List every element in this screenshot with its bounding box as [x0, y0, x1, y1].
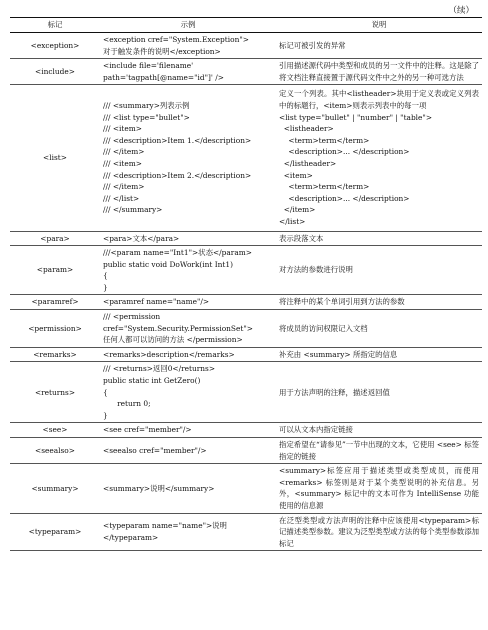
- table-row: [10, 347, 482, 362]
- description-line: <list type="bullet" | "number" | "table">: [279, 112, 433, 122]
- tag-cell: <returns>: [10, 362, 100, 423]
- tag-cell: <permission>: [10, 310, 100, 348]
- example-cell: [100, 310, 276, 348]
- example-line: <paramref name="name"/>: [103, 297, 210, 307]
- example-line: cref="System.Security.PermissionSet">: [103, 323, 253, 333]
- table-header-row: [10, 18, 482, 33]
- description-cell: [276, 295, 482, 310]
- example-line: <see cref="member"/>: [103, 425, 192, 435]
- table-row: [10, 310, 482, 348]
- description-line: 补充由 <summary> 所指定的信息: [279, 349, 398, 359]
- example-cell: [100, 423, 276, 438]
- example-line: {: [103, 271, 108, 281]
- tag-cell: <remarks>: [10, 347, 100, 362]
- example-line: }: [103, 410, 108, 420]
- description-cell: [276, 246, 482, 295]
- example-line: <para>文本</para>: [103, 233, 180, 243]
- example-cell: [100, 246, 276, 295]
- description-cell: [276, 347, 482, 362]
- table-body: [10, 33, 482, 551]
- table-row: [10, 513, 482, 551]
- tag-cell: <see>: [10, 423, 100, 438]
- example-line: /// <permission: [103, 312, 161, 322]
- example-line: {: [103, 387, 108, 397]
- header-example: 示例: [100, 18, 276, 33]
- description-line: </listheader>: [279, 158, 337, 168]
- example-line: /// <item>: [103, 124, 142, 134]
- table-row: [10, 59, 482, 85]
- table-row: [10, 246, 482, 295]
- tag-cell: <seealso>: [10, 438, 100, 464]
- description-cell: [276, 310, 482, 348]
- description-line: 指定希望在“请参见”一节中出现的文本，它使用 <see> 标签指定的链接: [279, 440, 479, 461]
- description-cell: [276, 33, 482, 59]
- description-cell: [276, 513, 482, 551]
- description-line: </item>: [279, 205, 316, 215]
- description-line: <listheader>: [279, 124, 334, 134]
- example-line: /// </summary>: [103, 205, 163, 215]
- description-cell: [276, 423, 482, 438]
- example-line: path='tagpath[@name="id"]' />: [103, 72, 224, 82]
- example-line: 对于触发条件的说明</exception>: [103, 46, 221, 56]
- header-tag: 标记: [10, 18, 100, 33]
- example-cell: [100, 33, 276, 59]
- description-cell: [276, 438, 482, 464]
- example-line: <exception cref="System.Exception">: [103, 35, 249, 44]
- tag-cell: <exception>: [10, 33, 100, 59]
- example-cell: [100, 295, 276, 310]
- table-row: [10, 362, 482, 423]
- table-row: [10, 295, 482, 310]
- table-row: [10, 464, 482, 513]
- example-line: }: [103, 282, 108, 292]
- tag-cell: <typeparam>: [10, 513, 100, 551]
- table-row: [10, 85, 482, 231]
- description-cell: [276, 362, 482, 423]
- description-line: 将成员的访问权限记入文档: [279, 323, 368, 333]
- description-cell: [276, 85, 482, 231]
- description-cell: [276, 231, 482, 246]
- header-description: 说明: [276, 18, 482, 33]
- example-cell: [100, 513, 276, 551]
- description-cell: [276, 464, 482, 513]
- example-line: /// </item>: [103, 182, 145, 192]
- description-line: 定义一个列表。其中<listheader>块用于定义表或定义列表中的标题行，<item>则表示列表中的每一项: [279, 89, 479, 110]
- example-line: </typeparam>: [103, 532, 159, 542]
- description-line: <description>... </description>: [279, 147, 410, 157]
- tag-cell: <para>: [10, 231, 100, 246]
- example-cell: [100, 59, 276, 85]
- example-line: return 0;: [103, 399, 151, 409]
- description-line: <term>term</term>: [279, 135, 370, 145]
- continued-label: （续）: [448, 6, 474, 16]
- example-line: 任何人都可以访问的方法 </permission>: [103, 335, 243, 345]
- tag-cell: <param>: [10, 246, 100, 295]
- description-line: </list>: [279, 216, 306, 226]
- example-line: ///<param name="Int1">状态</param>: [103, 248, 252, 258]
- tag-cell: <paramref>: [10, 295, 100, 310]
- description-line: <term>term</term>: [279, 182, 370, 192]
- example-line: /// </item>: [103, 147, 145, 157]
- table-row: [10, 231, 482, 246]
- example-line: /// <item>: [103, 158, 142, 168]
- description-line: 标记可被引发的异常: [279, 40, 346, 50]
- description-line: 在泛型类型或方法声明的注释中应该使用<typeparam>标记描述类型参数。建议为泛型类型或方法的每个类型参数添加标记: [279, 515, 479, 548]
- example-line: /// <description>Item 1.</description>: [103, 135, 252, 145]
- doc-comment-tags-table: [10, 17, 482, 551]
- description-line: <description>... </description>: [279, 193, 410, 203]
- description-line: 可以从文本内指定链接: [279, 425, 353, 435]
- description-line: 将注释中的某个单词引用到方法的参数: [279, 297, 405, 307]
- description-line: <item>: [279, 170, 313, 180]
- example-line: /// </list>: [103, 193, 140, 203]
- example-line: /// <returns>返回0</returns>: [103, 364, 216, 374]
- example-cell: [100, 85, 276, 231]
- example-line: <include file='filename': [103, 61, 194, 71]
- tag-cell: <list>: [10, 85, 100, 231]
- description-line: <summary>标签应用于描述类型或类型成员，而使用 <remarks> 标签则是对于某个类型说明的补充信息。另外，<summary> 标记中的文本可作为 IntelliSense 功能使用的信息源: [279, 466, 479, 510]
- tag-cell: <summary>: [10, 464, 100, 513]
- example-cell: [100, 231, 276, 246]
- table-row: [10, 423, 482, 438]
- example-cell: [100, 464, 276, 513]
- table-row: [10, 438, 482, 464]
- example-line: public static void DoWork(int Int1): [103, 259, 233, 269]
- description-line: 表示段落文本: [279, 233, 324, 243]
- description-line: 引用描述源代码中类型和成员的另一文件中的注释。这是除了将文档注释直接置于源代码文件中之外的另一种可选方法: [279, 61, 479, 82]
- example-line: /// <list type="bullet">: [103, 112, 190, 122]
- example-cell: [100, 362, 276, 423]
- example-line: public static int GetZero(): [103, 376, 201, 386]
- example-line: <seealso cref="member"/>: [103, 445, 207, 455]
- example-cell: [100, 438, 276, 464]
- table-row: [10, 33, 482, 59]
- description-cell: [276, 59, 482, 85]
- example-line: <remarks>description</remarks>: [103, 349, 235, 359]
- example-line: <summary>说明</summary>: [103, 483, 215, 493]
- tag-cell: <include>: [10, 59, 100, 85]
- example-line: /// <summary>列表示例: [103, 100, 190, 110]
- description-line: 对方法的参数进行说明: [279, 265, 353, 275]
- example-line: <typeparam name="name">说明: [103, 521, 227, 531]
- description-line: 用于方法声明的注释，描述返回值: [279, 387, 390, 397]
- example-line: /// <description>Item 2.</description>: [103, 170, 252, 180]
- example-cell: [100, 347, 276, 362]
